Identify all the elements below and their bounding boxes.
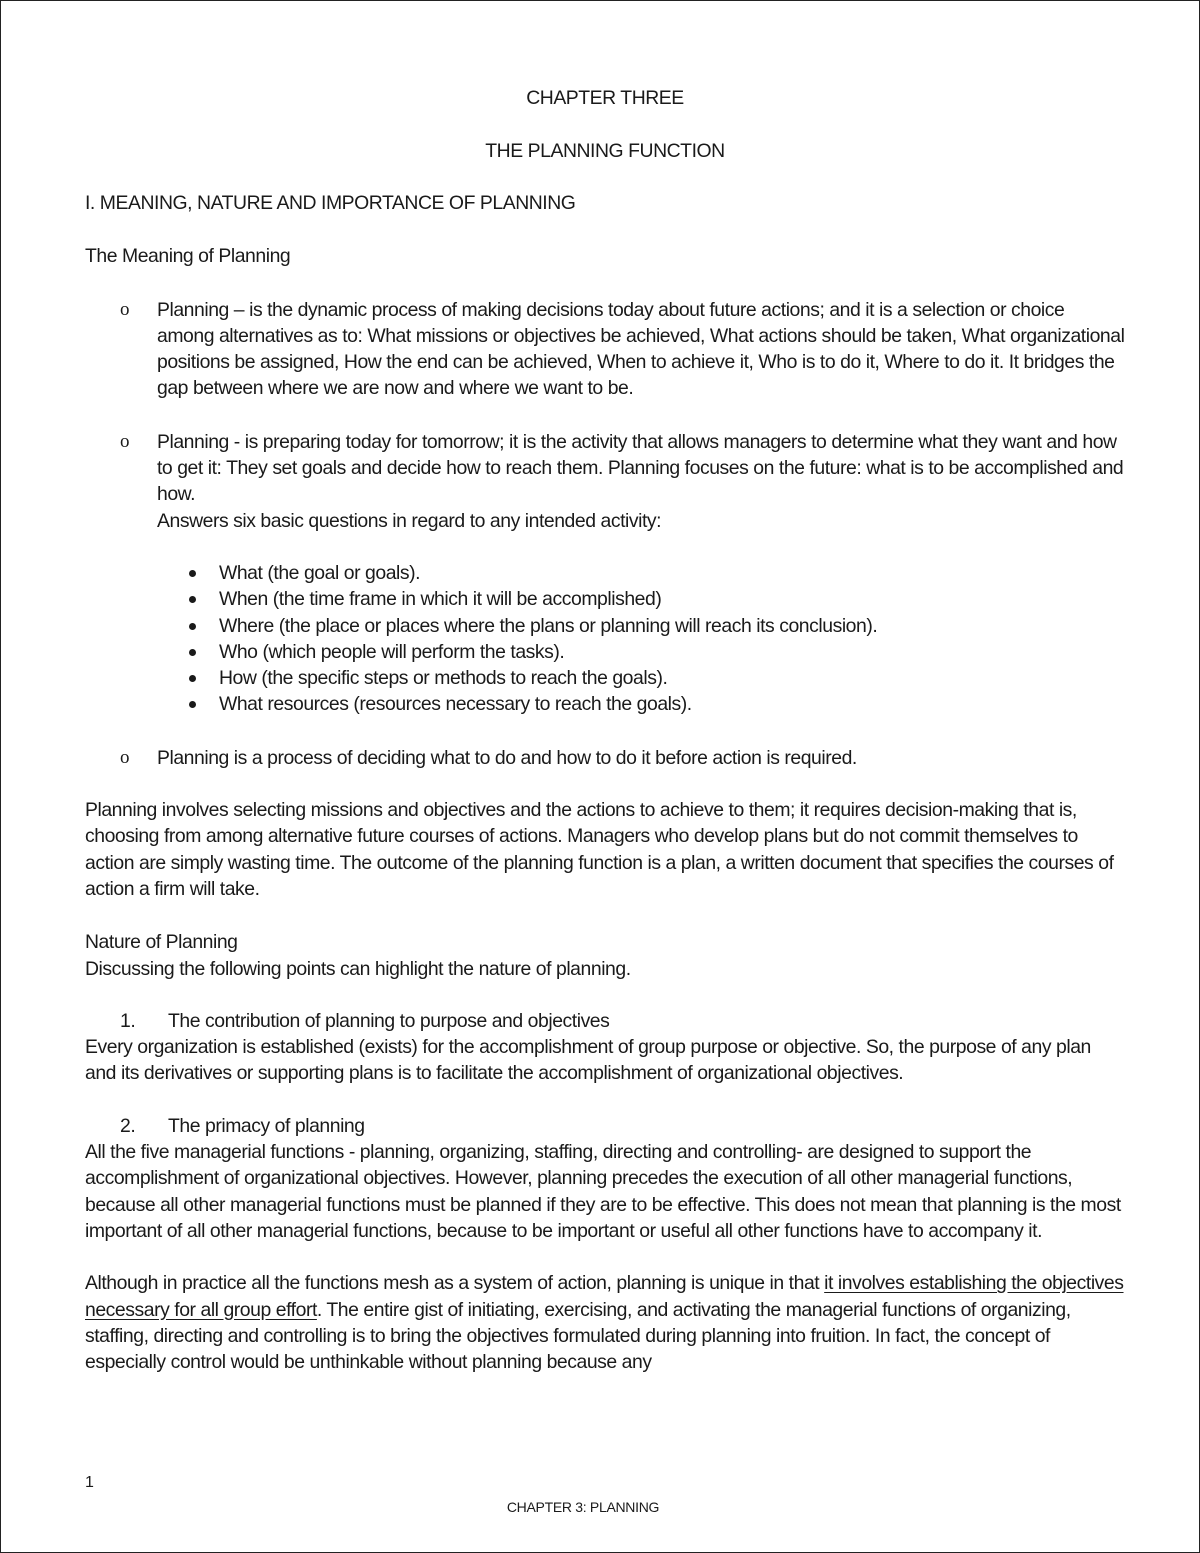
item-term: Planning: [157, 430, 229, 453]
bullet-icon: [189, 675, 196, 682]
point-number: 1.: [120, 1009, 136, 1032]
list-item: What (the goal or goals).: [219, 560, 1125, 586]
meaning-item-1: [85, 297, 1125, 402]
point-title: The contribution of planning to purpose and objectives: [168, 1009, 610, 1032]
list-item: What resources (resources necessary to reach the goals).: [219, 691, 1125, 717]
page-number: 1: [85, 1474, 94, 1491]
meaning-heading: The Meaning of Planning: [85, 245, 291, 268]
list-marker: o: [120, 430, 130, 452]
nature-point-2-text: All the five managerial functions - planning, organizing, staffing, directing and controlling- are designed to support the accomplishment of organizational objectives. However, planning precedes the execution of all other managerial functions, because all other managerial functions must be planned if they are to be effective. This does not mean that planning is the most important of all other managerial functions, because to be important or useful all other functions have to accompany it.: [85, 1141, 1121, 1242]
nature-closing-paragraph: Although in practice all the functions mesh as a system of action, planning is unique in that it involves establishing the objectives necessary for all group effort. The entire gist of initiating, exercising, and activating the managerial functions of organizing, staffing, directing and controlling is to bring the objectives formulated during planning into fruition. In fact, the concept of especially control would be unthinkable without planning because any: [85, 1272, 1124, 1374]
list-marker: o: [120, 298, 130, 320]
nature-point-2-heading: [85, 1113, 1125, 1139]
list-marker: o: [120, 746, 130, 768]
six-questions-list: [85, 560, 1125, 718]
nature-intro: Discussing the following points can highlight the nature of planning.: [85, 957, 631, 980]
item-text: – is the dynamic process of making decisions today about future actions; and it is a selection or choice among alternatives as to: What missions or objectives be achieved, What actions should be taken, What organizational positions be assigned, How the end can be achieved, When to achieve it, Who is to do it, Where to do it. It bridges the gap between where we are now and where we want to be.: [157, 298, 1125, 400]
nature-point-1-text: Every organization is established (exists) for the accomplishment of group purpose or objective. So, the purpose of any plan and its derivatives or supporting plans is to facilitate the accomplishment of organizational objectives.: [85, 1036, 1091, 1085]
function-title: THE PLANNING FUNCTION: [485, 140, 725, 162]
bullet-icon: [189, 570, 196, 577]
bullet-icon: [189, 701, 196, 708]
item-term: Planning: [157, 298, 229, 321]
meaning-item-2: [85, 429, 1125, 534]
nature-heading: Nature of Planning: [85, 931, 238, 954]
underlined-phrase: it involves establishing the objectives necessary for all group effort: [85, 1272, 1124, 1321]
point-title: The primacy of planning: [168, 1114, 365, 1137]
section-heading: I. MEANING, NATURE AND IMPORTANCE OF PLANNING: [85, 192, 576, 214]
meaning-list: [85, 297, 1125, 534]
nature-point-1-heading: [85, 1008, 1125, 1034]
item-text: - is preparing today for tomorrow; it is the activity that allows managers to determine what they want and how to get it: They set goals and decide how to reach them. Planning focuses on the future: what is to be accomplished and how.: [157, 430, 1124, 506]
bullet-icon: [189, 649, 196, 656]
list-item: Where (the place or places where the plans or planning will reach its conclusion).: [219, 613, 1125, 639]
bullet-icon: [189, 596, 196, 603]
list-item: Who (which people will perform the tasks).: [219, 639, 1125, 665]
item-followup: Answers six basic questions in regard to any intended activity:: [157, 509, 662, 532]
meaning-summary: Planning involves selecting missions and objectives and the actions to achieve to them; it requires decision-making that is, choosing from among alternative future courses of actions. Managers who develop plans but do not commit themselves to action are simply wasting time. The outcome of the planning function is a plan, a written document that specifies the courses of action a firm will take.: [85, 799, 1114, 900]
meaning-item-3: [85, 745, 1125, 771]
page-content: [85, 85, 1125, 1375]
point-number: 2.: [120, 1114, 136, 1137]
item-text: Planning is a process of deciding what to do and how to do it before action is required.: [157, 746, 857, 769]
page-footer: CHAPTER 3: PLANNING: [506, 1499, 660, 1515]
bullet-icon: [189, 623, 196, 630]
chapter-title: CHAPTER THREE: [526, 87, 684, 109]
list-item: How (the specific steps or methods to reach the goals).: [219, 665, 1125, 691]
list-item: When (the time frame in which it will be accomplished): [219, 586, 1125, 612]
meaning-list-continued: [85, 745, 1125, 771]
